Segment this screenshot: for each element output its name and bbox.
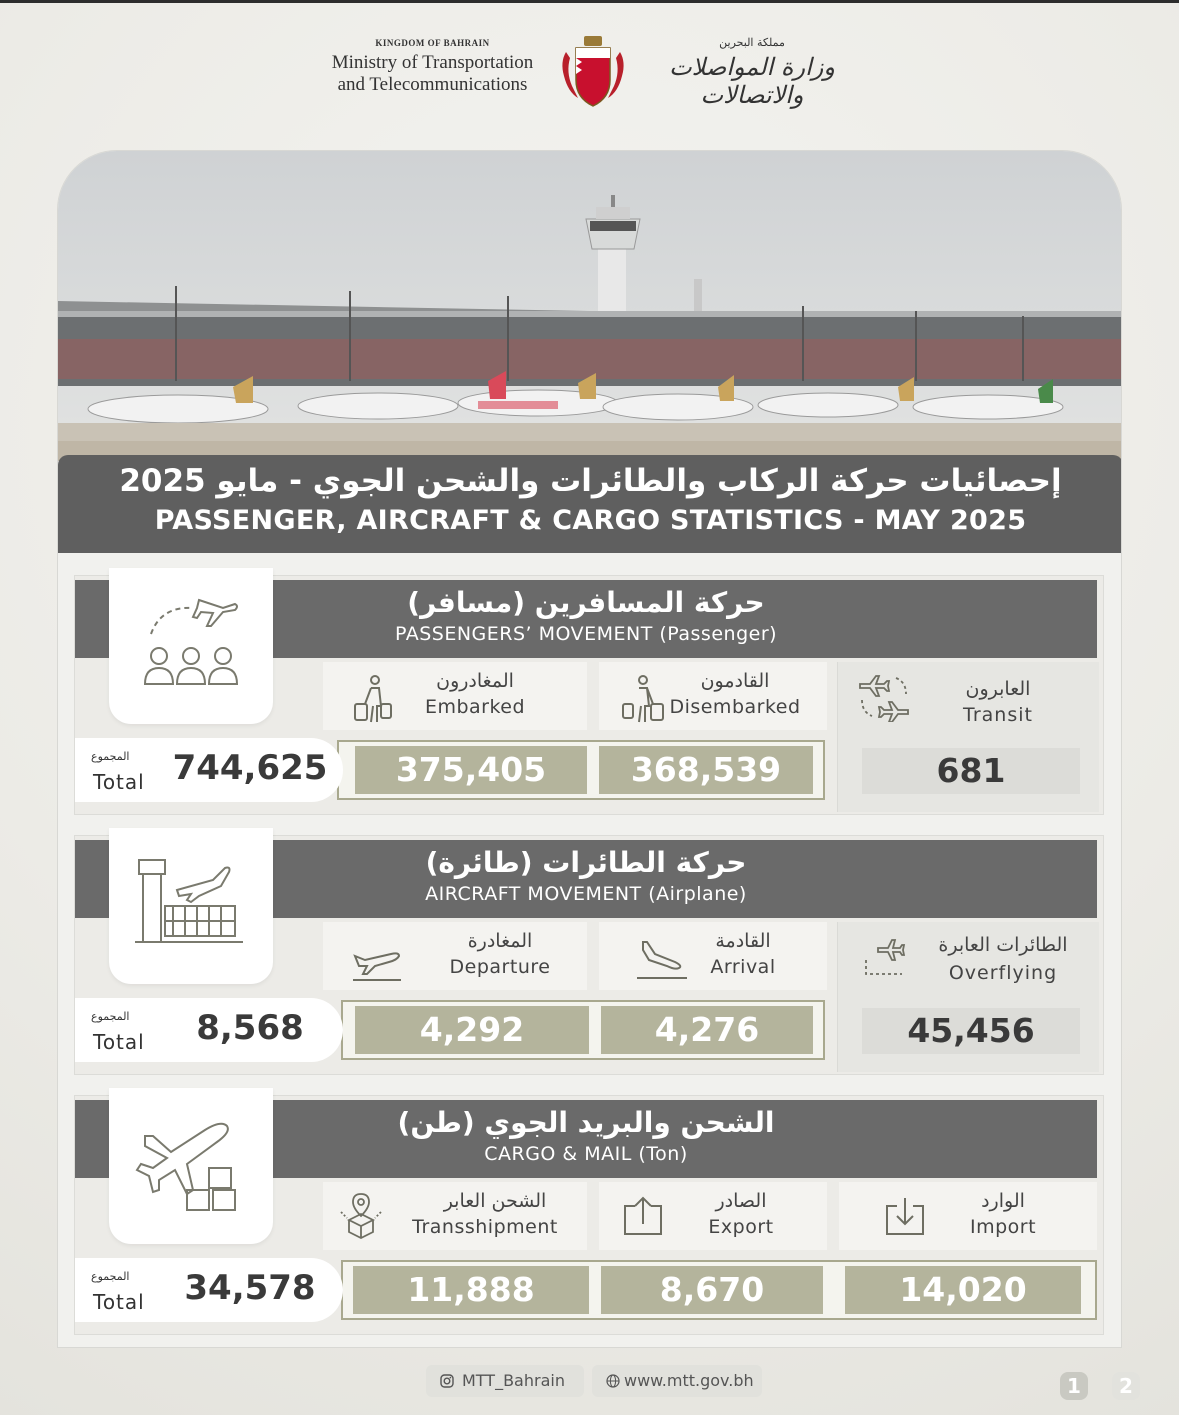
ministry-name-ar [632,36,872,109]
ministry-en-line2: and Telecommunications [337,74,528,95]
instagram-handle: MTT_Bahrain [462,1371,565,1390]
arrival-icon [635,938,689,982]
embarked-person-icon [351,674,395,726]
instagram-icon [440,1374,454,1388]
aircraft-section [74,835,1104,1075]
aircraft-values [341,1000,825,1060]
transit-en: Transit [963,704,1033,726]
arrival-ar: القادمة [715,930,771,952]
aircraft-icon-tab [109,828,273,984]
transit-column [837,662,1099,812]
departure-icon [351,944,405,984]
arrow-down-icon [883,1194,927,1238]
passengers-section [74,575,1104,815]
aircraft-total-value: 8,568 [196,1008,304,1048]
transshipment-en: Transshipment [412,1216,558,1238]
passengers-values [337,740,825,800]
overflying-value: 45,456 [862,1008,1080,1054]
disembarked-label [599,662,827,730]
export-ar: الصادر [715,1190,767,1212]
ministry-header [0,28,1179,118]
departure-ar: المغادرة [467,930,533,952]
transit-planes-icon [856,672,912,722]
departure-label [323,922,587,990]
overflying-icon [862,934,908,980]
overflying-column [837,922,1099,1072]
import-label [839,1182,1097,1250]
cargo-head-en: CARGO & MAIL (Ton) [484,1143,688,1165]
disembarked-person-icon [621,674,665,726]
cargo-total [75,1258,343,1322]
cargo-plane-icon [131,1106,251,1216]
aircraft-total [75,998,343,1062]
passengers-head-ar: حركة المسافرين (مسافر) [407,586,765,619]
departure-value: 4,292 [355,1006,589,1054]
cargo-total-en: Total [93,1290,145,1314]
website-link[interactable] [592,1365,762,1397]
ministry-ar-line: وزارة المواصلات والاتصالات [669,53,835,109]
departure-en: Departure [449,956,551,978]
passengers-head-en: PASSENGERS’ MOVEMENT (Passenger) [394,623,778,645]
aircraft-head-en: AIRCRAFT MOVEMENT (Airplane) [425,883,747,905]
transshipment-label [323,1182,587,1250]
passengers-total [75,738,343,802]
embarked-value: 375,405 [355,746,587,794]
page-indicator-2[interactable]: 2 [1112,1372,1140,1400]
top-rule [0,0,1179,3]
ministry-name-en [300,38,565,96]
kingdom-ar: مملكة البحرين [719,36,785,49]
title-band [58,455,1122,553]
kingdom-en: KINGDOM OF BAHRAIN [375,38,490,48]
bahrain-emblem-icon [558,32,628,110]
cargo-head-ar: الشحن والبريد الجوي (طن) [397,1106,775,1139]
import-en: Import [969,1216,1037,1238]
website-url: www.mtt.gov.bh [624,1371,754,1390]
cargo-total-ar: المجموع [91,1270,130,1283]
export-en: Export [708,1216,774,1238]
export-label [599,1182,827,1250]
embarked-en: Embarked [424,696,526,718]
passengers-icon-tab [109,568,273,724]
instagram-link[interactable] [426,1365,584,1397]
transit-ar: العابرون [965,678,1031,700]
import-value: 14,020 [845,1266,1081,1314]
airport-photo [58,151,1122,461]
tower-icon [131,846,251,956]
embarked-label [323,662,587,730]
transshipment-icon [337,1192,385,1240]
overflying-ar: الطائرات العابرة [938,934,1068,956]
statistics-card [57,150,1122,1348]
disembarked-ar: القادمون [700,670,770,692]
embarked-ar: المغادرون [436,670,514,692]
arrival-label [599,922,827,990]
aircraft-head-ar: حركة الطائرات (طائرة) [425,846,747,879]
title-en: PASSENGER, AIRCRAFT & CARGO STATISTICS - MAY 2025 [154,505,1027,536]
arrival-value: 4,276 [601,1006,813,1054]
title-ar: إحصائيات حركة الركاب والطائرات والشحن الجوي - مايو 2025 [119,463,1062,499]
globe-icon [606,1374,620,1388]
import-ar: الوارد [981,1190,1025,1212]
export-value: 8,670 [601,1266,823,1314]
passengers-icon [131,586,251,696]
overflying-en: Overflying [948,962,1058,984]
arrival-en: Arrival [710,956,776,978]
passengers-total-en: Total [93,770,145,794]
disembarked-value: 368,539 [599,746,813,794]
passengers-total-value: 744,625 [172,748,328,788]
cargo-total-value: 34,578 [184,1268,316,1308]
cargo-values [341,1260,1097,1320]
aircraft-total-en: Total [93,1030,145,1054]
aircraft-total-ar: المجموع [91,1010,130,1023]
passengers-total-ar: المجموع [91,750,130,763]
transshipment-value: 11,888 [353,1266,589,1314]
cargo-section [74,1095,1104,1335]
transit-value: 681 [862,748,1080,794]
transshipment-ar: الشحن العابر [443,1190,547,1212]
page-indicator-1[interactable]: 1 [1060,1372,1088,1400]
arrow-up-icon [621,1194,665,1238]
cargo-icon-tab [109,1088,273,1244]
disembarked-en: Disembarked [669,696,801,718]
ministry-en-line1: Ministry of Transportation [331,52,534,73]
